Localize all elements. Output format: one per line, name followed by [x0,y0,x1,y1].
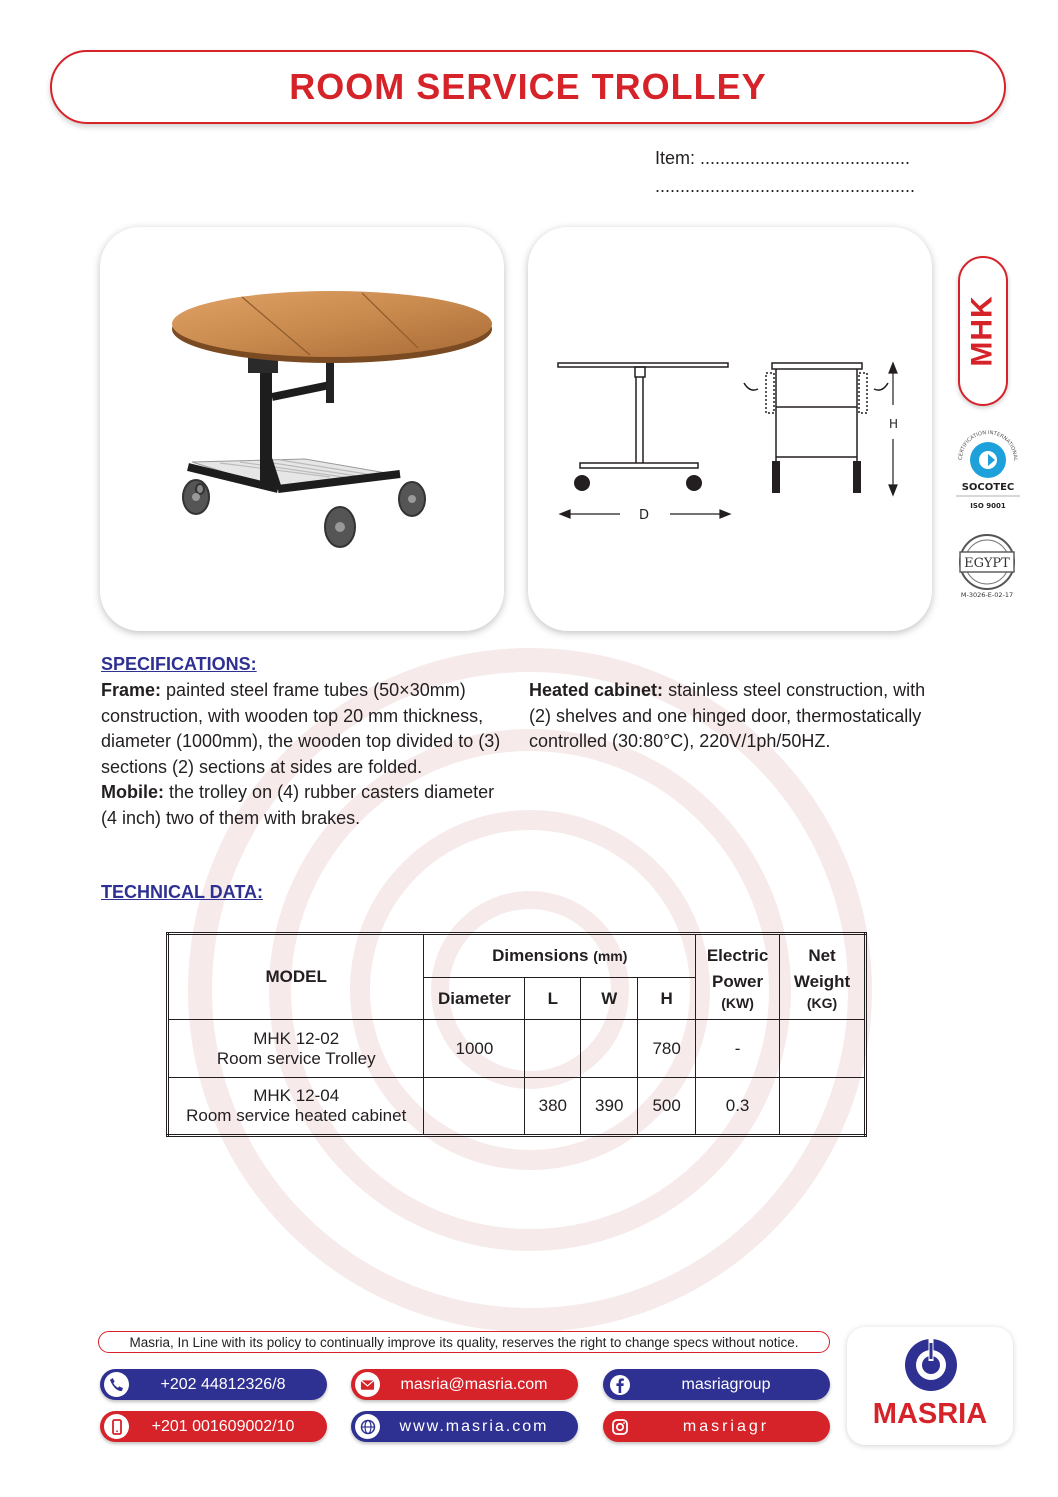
phone-2-link[interactable] [100,1411,327,1442]
spec-right-column [529,678,929,755]
dimension-d-label: D [639,508,650,523]
facebook-label: masriagroup [681,1375,771,1393]
product-photo-card [100,227,504,631]
w-cell: 390 [581,1078,638,1136]
egypt-text: EGYPT [964,556,1010,571]
model-cell: MHK 12-02 Room service Trolley [168,1020,424,1078]
col-l-header: L [525,978,581,1020]
trolley-photo [100,227,504,631]
website-link[interactable] [351,1411,578,1442]
socotec-logo-icon [950,424,1025,514]
diameter-cell [424,1078,525,1136]
cert-arc-text: CERTIFICATION INTERNATIONAL [957,429,1019,462]
item-field-line2: .................................................... [655,176,916,196]
technical-drawing-card [528,227,932,631]
technical-data-table [166,932,867,1137]
instagram-link[interactable] [603,1411,830,1442]
spec-left-column [101,678,511,831]
iso-label: ISO 9001 [970,502,1006,510]
series-label: MHK [966,295,1000,367]
power-cell: 0.3 [696,1078,780,1136]
series-badge [958,256,1008,406]
phone-2-label: +201 001609002/10 [151,1417,295,1435]
mobile-phone-icon [104,1414,129,1439]
socotec-cert-badge [950,424,1025,514]
power-cell: - [696,1020,780,1078]
w-cell [581,1020,638,1078]
egypt-stamp [948,530,1026,602]
specifications-heading: SPECIFICATIONS: [101,654,257,674]
table-row [168,1078,866,1136]
h-cell: 500 [638,1078,696,1136]
facebook-link[interactable] [603,1369,830,1400]
title-banner [50,50,1006,124]
l-cell: 380 [525,1078,581,1136]
globe-icon [355,1414,380,1439]
spec-heated-cabinet: Heated cabinet: stainless steel construction, with (2) shelves and one hinged door, thermostatically controlled (30:80°C), 220V/1ph/50HZ. [529,680,926,751]
email-label: masria@masria.com [400,1375,548,1393]
h-cell: 780 [638,1020,696,1078]
egypt-code: M-3026-E-02-17 [960,591,1014,599]
model-cell: MHK 12-04 Room service heated cabinet [168,1078,424,1136]
col-w-header: W [581,978,638,1020]
col-dimensions-header: Dimensions (mm) [424,934,696,978]
masria-logo [847,1327,1013,1445]
phone-1-label: +202 44812326/8 [160,1375,286,1393]
spec-mobile: Mobile: the trolley on (4) rubber casters diameter (4 inch) two of them with brakes. [101,782,495,828]
col-diameter-header: Diameter [424,978,525,1020]
phone-icon [104,1372,129,1397]
l-cell [525,1020,581,1078]
weight-cell [780,1078,866,1136]
col-model-header: MODEL [168,934,424,1020]
instagram-icon [607,1414,632,1439]
col-power-header: Electric Power (KW) [696,934,780,1020]
technical-data-heading: TECHNICAL DATA: [101,882,263,902]
col-h-header: H [638,978,696,1020]
brand-name: MASRIA [872,1398,988,1430]
email-link[interactable] [351,1369,578,1400]
phone-1-link[interactable] [100,1369,327,1400]
website-label: www.masria.com [399,1417,549,1435]
technical-drawing [528,227,932,631]
masria-logo-icon [847,1327,1013,1445]
instagram-label: masriagr [682,1417,770,1435]
item-field: Item: .......................................... [655,148,911,168]
page-title: ROOM SERVICE TROLLEY [289,66,767,107]
policy-notice: Masria, In Line with its policy to continually improve its quality, reserves the right to change specs without notice. [98,1331,830,1353]
spec-frame: Frame: painted steel frame tubes (50×30mm) construction, with wooden top 20 mm thickness, diameter (1000mm), the wooden top divided to (3) sections (2) sections at sides are folded. [101,680,501,777]
table-row [168,1020,866,1078]
egypt-stamp-icon [948,530,1026,602]
dimension-h-label: H [889,417,899,431]
diameter-cell: 1000 [424,1020,525,1078]
cert-name: SOCOTEC [961,482,1015,493]
col-weight-header: Net Weight (KG) [780,934,866,1020]
facebook-icon [607,1372,632,1397]
email-icon [355,1372,380,1397]
weight-cell [780,1020,866,1078]
